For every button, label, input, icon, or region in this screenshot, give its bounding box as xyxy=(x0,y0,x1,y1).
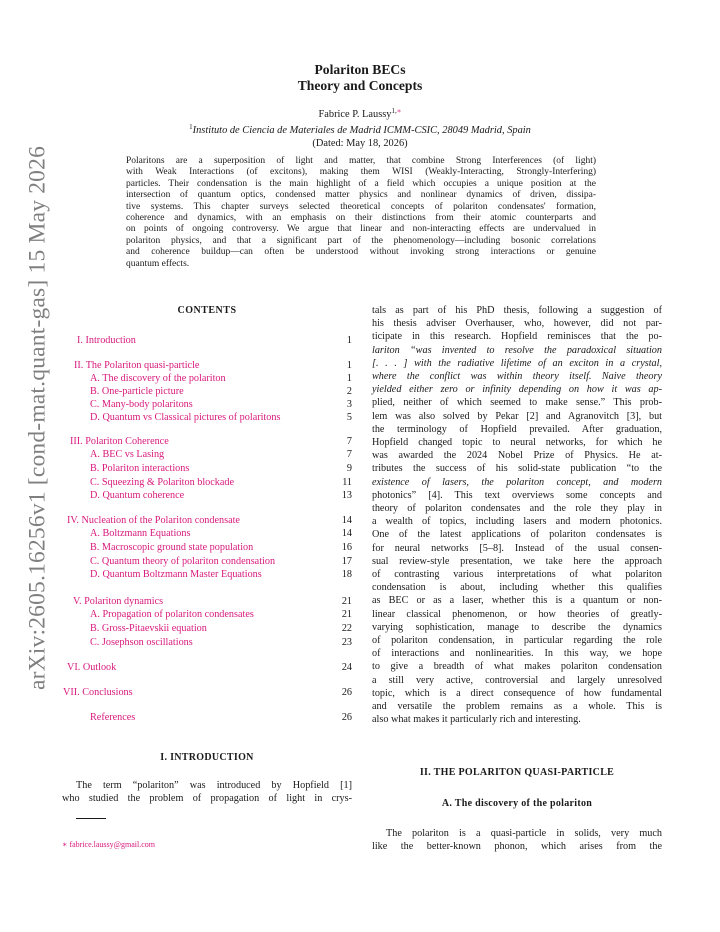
text-line: for neural networks [5–8]. Instead of the usual consen- xyxy=(372,542,662,554)
abstract-line: and coherence buildup—can often be understood without invoking strong interactions or genuine xyxy=(126,247,596,258)
quote-text: lariton “was invented to resolve the paradoxical situation xyxy=(372,344,662,356)
toc-entry[interactable] xyxy=(62,711,352,724)
toc-entry-label[interactable]: C. Many-body polaritons xyxy=(90,399,193,410)
text-line: and versatile the problem remains as a whole. This is xyxy=(372,701,662,713)
toc-entry[interactable] xyxy=(62,435,352,448)
quote-text: [. . . ] with the radiative lifetime of an exciton in a crystal, xyxy=(372,357,662,369)
text-line xyxy=(372,344,662,357)
toc-entry-label[interactable]: VII. Conclusions xyxy=(63,687,133,698)
section-heading: II. THE POLARITON QUASI-PARTICLE xyxy=(419,767,615,778)
toc-entry-label[interactable]: III. Polariton Coherence xyxy=(70,436,169,447)
toc-entry-label[interactable]: A. Propagation of polariton condensates xyxy=(90,609,254,620)
toc-entry-page: 9 xyxy=(346,463,352,474)
toc-entry-label[interactable]: IV. Nucleation of the Polariton condensate xyxy=(67,515,240,526)
subsection-heading: A. The discovery of the polariton xyxy=(441,798,593,809)
text-line: of contrasting various interpretations of what polariton xyxy=(372,569,662,581)
text-line xyxy=(372,370,662,383)
toc-entry-page: 1 xyxy=(346,360,352,371)
toc-entry[interactable] xyxy=(62,568,352,581)
quote-text: yielded either zero or infinity depending on how it was ap- xyxy=(372,384,662,396)
toc-entry-page: 13 xyxy=(341,490,352,501)
toc-entry-label[interactable]: A. The discovery of the polariton xyxy=(90,373,226,384)
text-line: lem was also solved by Pekar [2] and Agranovitch [3], but xyxy=(372,410,662,422)
author-affiliation-mark: 1, xyxy=(391,107,397,115)
text-line: as BEC or as a laser, whether this is a quantum or non- xyxy=(372,595,662,607)
abstract xyxy=(126,156,596,270)
text-line xyxy=(372,476,662,489)
toc-entry[interactable] xyxy=(62,622,352,635)
text-line: a wealth of topics, including lasers and modern photonics. xyxy=(372,516,662,528)
toc-entry-label[interactable]: C. Squeezing & Polariton blockade xyxy=(90,477,235,488)
body-paragraph xyxy=(372,304,662,727)
footnote xyxy=(62,840,155,849)
toc-entry[interactable] xyxy=(62,661,352,674)
dated-line: (Dated: May 18, 2026) xyxy=(312,138,408,149)
toc-entry-page: 1 xyxy=(346,335,352,346)
abstract-line: tive systems. This chapter surveys selected theoretical concepts of polariton condensates' formation, xyxy=(126,201,596,212)
text-line: theory of polariton condensates and the role they play in xyxy=(372,503,662,515)
text-line: tributes the success of his solid-state publication “to the xyxy=(372,463,662,475)
text-line: The term “polariton” was introduced by Hopfield [1] xyxy=(76,780,352,791)
toc-entry-page: 14 xyxy=(341,528,352,539)
toc-entry-page: 22 xyxy=(341,623,352,634)
toc-entry-page: 23 xyxy=(341,637,352,648)
toc-entry[interactable] xyxy=(62,448,352,461)
toc-entry-label[interactable]: B. Macroscopic ground state population xyxy=(90,542,254,553)
toc-entry-label[interactable]: VI. Outlook xyxy=(67,662,117,673)
text-line: to give a breadth of what makes polariton condensation xyxy=(372,661,662,673)
toc-entry-label[interactable]: B. Gross-Pitaevskii equation xyxy=(90,623,207,634)
arxiv-sidebar xyxy=(20,145,56,691)
toc-entry[interactable] xyxy=(62,541,352,554)
text-line: like the better-known phonon, which arises from the xyxy=(372,841,662,853)
toc-entry-label[interactable]: D. Quantum Boltzmann Master Equations xyxy=(90,569,262,580)
toc-entry-page: 2 xyxy=(346,386,352,397)
toc-entry-label[interactable]: B. Polariton interactions xyxy=(90,463,190,474)
toc-entry-page: 5 xyxy=(346,412,352,423)
toc-entry-label[interactable]: V. Polariton dynamics xyxy=(73,596,164,607)
toc-entry[interactable] xyxy=(62,385,352,398)
author-name: Fabrice P. Laussy xyxy=(318,109,392,120)
toc-entry-label[interactable]: C. Quantum theory of polariton condensation xyxy=(90,556,276,567)
toc-entry-page: 26 xyxy=(341,687,352,698)
toc-entry[interactable] xyxy=(62,595,352,608)
toc-entry-page: 7 xyxy=(346,436,352,447)
toc-entry[interactable] xyxy=(62,514,352,527)
abstract-line: with Weak Interactions (of excitons), making them WISI (Weakly-Interacting, Strongly-Interfering) xyxy=(126,167,596,178)
toc-entry[interactable] xyxy=(62,636,352,649)
toc-entry-label[interactable]: A. Boltzmann Equations xyxy=(90,528,191,539)
text-line: topic, which is a direct consequence of how fundamental xyxy=(372,687,662,699)
abstract-line: intersection of quantum optics, condensed matter physics and nonlinear dynamics of driven, dissipa- xyxy=(126,190,596,201)
abstract-line: polariton physics, and that a significant part of the phenomenology—including bosonic correlations xyxy=(126,235,596,246)
text-line: sual review-style presentation, we take here the approach xyxy=(372,555,662,567)
toc-entry-page: 1 xyxy=(346,373,352,384)
contents-heading: CONTENTS xyxy=(177,305,237,316)
author-line xyxy=(0,108,720,121)
toc-entry[interactable] xyxy=(62,359,352,372)
text-line: ticipate in this research. Hopfield reminisces that the po- xyxy=(372,331,662,343)
introduction-paragraph xyxy=(62,779,352,805)
text-line: condensation is about, including whether this qualifies xyxy=(372,582,662,594)
toc-entry-label[interactable]: D. Quantum coherence xyxy=(90,490,185,501)
abstract-line: Polaritons are a superposition of light and matter, that combine Strong Interferences (of light) xyxy=(126,156,596,166)
quote-text: existence of lasers, the polariton concept, and modern xyxy=(372,476,662,488)
toc-entry-page: 18 xyxy=(341,569,352,580)
toc-entry-label[interactable]: C. Josephson oscillations xyxy=(90,637,193,648)
toc-entry[interactable] xyxy=(62,608,352,621)
abstract-line: coherence and dynamics, with an emphasis on their distinctions from their atomic counterparts and xyxy=(126,213,596,224)
toc-entry-page: 14 xyxy=(341,515,352,526)
toc-entry[interactable] xyxy=(62,555,352,568)
text-line: linear classical phenomenon, or how theories of greatly- xyxy=(372,608,662,620)
text-line: of interactions and nonlinearities. In this way, we hope xyxy=(372,648,662,660)
toc-entry-page: 17 xyxy=(341,556,352,567)
text-line xyxy=(372,357,662,370)
affiliation-line xyxy=(0,124,720,137)
body-paragraph xyxy=(372,827,662,853)
text-line: was awarded the 2024 Nobel Prize of Physics. He at- xyxy=(372,450,662,462)
author-email-link[interactable]: fabrice.laussy@gmail.com xyxy=(69,840,155,849)
toc-entry-label[interactable]: I. Introduction xyxy=(77,335,136,346)
text-line xyxy=(372,383,662,396)
text-line: varying sophistication, manage to describe the dynamics xyxy=(372,621,662,633)
quote-text: where the conflict was within theory itself. Naive theory xyxy=(372,371,662,383)
text-line: of polariton condensation, in particular regarding the role xyxy=(372,635,662,647)
toc-entry-label[interactable]: D. Quantum vs Classical pictures of polaritons xyxy=(90,412,281,423)
text-line: a still very active, controversial and largely unresolved xyxy=(372,674,662,686)
text-line: also what makes it particularly rich and interesting. xyxy=(372,714,581,726)
toc-entry[interactable] xyxy=(62,398,352,411)
toc-entry-page: 7 xyxy=(346,449,352,460)
affiliation-mark: 1 xyxy=(189,123,193,131)
toc-entry-page: 16 xyxy=(341,542,352,553)
toc-entry-page: 21 xyxy=(341,596,352,607)
toc-entry[interactable] xyxy=(62,462,352,475)
text-line: One of the latest applications of polariton condensates is xyxy=(372,529,662,541)
abstract-line: on points of ongoing controversy. We argue that linear and non-interacting effects are undervalued in xyxy=(126,224,596,235)
text-line: The polariton is a quasi-particle in solids, very much xyxy=(386,828,662,839)
paper-subtitle: Theory and Concepts xyxy=(297,78,423,93)
toc-entry[interactable] xyxy=(62,372,352,385)
abstract-line: particles. Their condensation is the main highlight of a field which occupies a unique position at the xyxy=(126,178,596,189)
text-line: plied, neither of which seemed to make sense.” This prob- xyxy=(372,397,662,409)
affiliation-text: Instituto de Ciencia de Materiales de Madrid ICMM-CSIC, 28049 Madrid, Spain xyxy=(192,125,531,136)
section-heading: I. INTRODUCTION xyxy=(160,752,254,763)
toc-entry-page: 11 xyxy=(342,477,352,488)
toc-entry-label[interactable]: II. The Polariton quasi-particle xyxy=(74,360,200,371)
toc-entry[interactable] xyxy=(62,411,352,424)
author-email-mark[interactable]: ∗ xyxy=(396,107,402,115)
toc-entry-label[interactable]: B. One-particle picture xyxy=(90,386,184,397)
toc-entry[interactable] xyxy=(62,334,352,347)
text-line: who studied the problem of propagation of light in crys- xyxy=(62,793,352,805)
toc-entry-page: 26 xyxy=(341,712,352,723)
text-line: his thesis adviser Overhauser, who, however, did not par- xyxy=(372,318,662,330)
toc-entry-page: 3 xyxy=(346,399,352,410)
toc-entry[interactable] xyxy=(62,476,352,489)
text-line: tals as part of his PhD thesis, following a suggestion of xyxy=(372,305,662,316)
text-line: Hopfield changed topic to neural networks, for which he xyxy=(372,437,662,449)
toc-entry[interactable] xyxy=(62,527,352,540)
toc-entry[interactable] xyxy=(62,686,352,699)
toc-entry[interactable] xyxy=(62,489,352,502)
text-line: photonics” [4]. This text overviews some concepts and xyxy=(372,489,662,501)
text-line: the terminology of Hopfield prevailed. After graduation, xyxy=(372,423,662,435)
abstract-line: quantum effects. xyxy=(126,258,190,269)
paper-title: Polariton BECs xyxy=(314,62,406,77)
footnote-mark: ∗ xyxy=(62,840,70,849)
toc-entry-label[interactable]: A. BEC vs Lasing xyxy=(90,449,165,460)
arxiv-identifier: arXiv:2605.16256v1 [cond-mat.quant-gas] 15 May 2026 xyxy=(24,145,51,691)
toc-entry-page: 24 xyxy=(341,662,352,673)
toc-entry-page: 21 xyxy=(341,609,352,620)
toc-entry-label[interactable]: References xyxy=(90,712,136,723)
footnote-rule xyxy=(76,818,106,819)
